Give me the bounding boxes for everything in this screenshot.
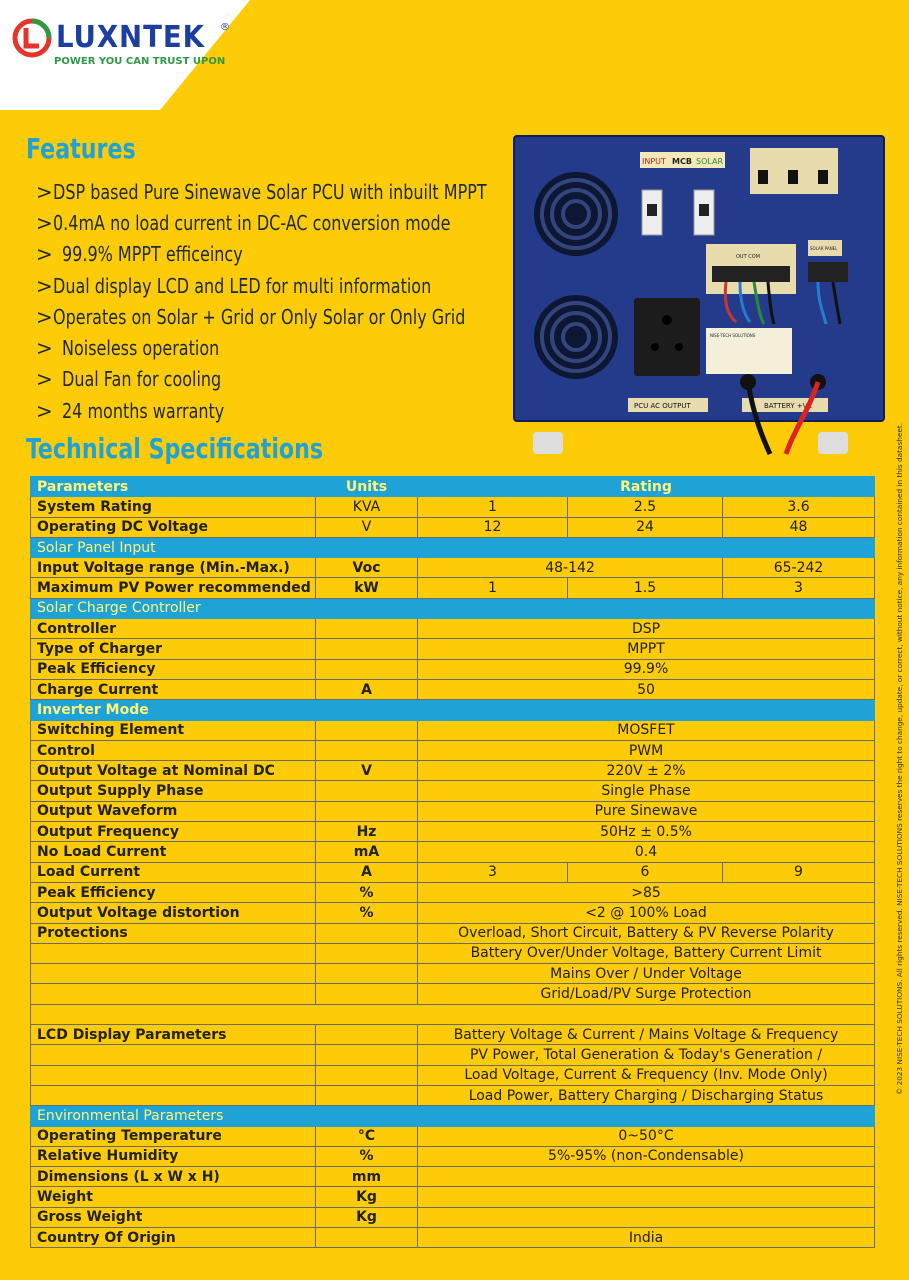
row-value	[418, 1207, 875, 1227]
row-label: Input Voltage range (Min.-Max.)	[31, 558, 316, 578]
row-unit	[316, 781, 418, 801]
row-unit: V	[316, 517, 418, 537]
table-row	[31, 842, 875, 862]
row-value: Overload, Short Circuit, Battery & PV Reverse Polarity	[418, 923, 875, 943]
table-row	[31, 578, 875, 598]
row-label: Operating DC Voltage	[31, 517, 316, 537]
ac-socket-icon	[634, 298, 700, 376]
section-row	[31, 700, 875, 720]
feature-text: Operates on Solar + Grid or Only Solar or Only Grid	[52, 304, 466, 329]
table-row	[31, 923, 875, 943]
row-label: Protections	[31, 923, 316, 943]
header-parameters: Parameters	[31, 477, 316, 497]
empty-cell	[31, 1004, 875, 1024]
brand-name: LUXNTEK	[56, 20, 205, 55]
row-value: 2.5	[568, 497, 723, 517]
row-label	[31, 943, 316, 963]
row-label: Switching Element	[31, 720, 316, 740]
row-label: Control	[31, 740, 316, 760]
row-unit	[316, 659, 418, 679]
table-row	[31, 781, 875, 801]
row-value: <2 @ 100% Load	[418, 903, 875, 923]
arrow-icon: >	[36, 242, 53, 267]
row-unit: Kg	[316, 1207, 418, 1227]
section-row	[31, 1106, 875, 1126]
row-value: MOSFET	[418, 720, 875, 740]
row-unit: A	[316, 679, 418, 699]
table-row	[31, 639, 875, 659]
table-row	[31, 720, 875, 740]
feature-text: Noiseless operation	[62, 336, 220, 361]
table-row	[31, 619, 875, 639]
row-label: Country Of Origin	[31, 1227, 316, 1247]
table-row	[31, 882, 875, 902]
features-list	[36, 176, 506, 426]
row-unit: %	[316, 882, 418, 902]
table-row	[31, 1187, 875, 1207]
row-value: 24	[568, 517, 723, 537]
brand-tagline: POWER YOU CAN TRUST UPON	[54, 56, 226, 67]
row-label: Weight	[31, 1187, 316, 1207]
row-label: Load Current	[31, 862, 316, 882]
row-label: Dimensions (L x W x H)	[31, 1167, 316, 1187]
feature-item	[36, 270, 506, 301]
feature-item	[36, 301, 506, 332]
feature-text: 24 months warranty	[62, 398, 225, 423]
logo-l-icon	[12, 18, 52, 58]
row-value: 99.9%	[418, 659, 875, 679]
row-value: Battery Voltage & Current / Mains Voltage & Frequency	[418, 1025, 875, 1045]
product-foot-right	[818, 432, 848, 454]
row-label: Relative Humidity	[31, 1146, 316, 1166]
spec-title: Technical Specifications	[26, 432, 324, 465]
row-value: Grid/Load/PV Surge Protection	[418, 984, 875, 1004]
table-row	[31, 964, 875, 984]
table-row	[31, 679, 875, 699]
product-label-mcb: MCB	[672, 157, 692, 166]
row-unit	[316, 740, 418, 760]
table-row	[31, 1025, 875, 1045]
feature-item	[36, 207, 506, 238]
feature-text: Dual display LCD and LED for multi information	[52, 273, 431, 298]
row-unit: °C	[316, 1126, 418, 1146]
section-title: Solar Charge Controller	[31, 598, 875, 618]
row-unit	[316, 984, 418, 1004]
row-value	[418, 1187, 875, 1207]
table-row	[31, 1045, 875, 1065]
row-value: 48	[723, 517, 875, 537]
row-label	[31, 1065, 316, 1085]
row-value: 6	[568, 862, 723, 882]
row-label: Output Voltage at Nominal DC	[31, 761, 316, 781]
table-row	[31, 984, 875, 1004]
row-label: No Load Current	[31, 842, 316, 862]
row-label	[31, 984, 316, 1004]
row-unit	[316, 1065, 418, 1085]
row-value: MPPT	[418, 639, 875, 659]
fan-bottom-icon	[534, 295, 618, 379]
row-label	[31, 1085, 316, 1105]
row-unit	[316, 923, 418, 943]
feature-text: 0.4mA no load current in DC-AC conversion mode	[52, 210, 451, 235]
row-value: 3	[723, 578, 875, 598]
row-unit: KVA	[316, 497, 418, 517]
arrow-icon: >	[36, 210, 53, 235]
table-row	[31, 1207, 875, 1227]
row-unit	[316, 639, 418, 659]
row-value: 0~50°C	[418, 1126, 875, 1146]
product-label-company: NISE-TECH SOLUTIONS	[710, 333, 756, 338]
row-value	[418, 1167, 875, 1187]
row-unit: Kg	[316, 1187, 418, 1207]
row-unit	[316, 1025, 418, 1045]
row-label: Gross Weight	[31, 1207, 316, 1227]
row-unit: %	[316, 903, 418, 923]
row-label: System Rating	[31, 497, 316, 517]
arrow-icon: >	[36, 398, 53, 423]
row-unit	[316, 1227, 418, 1247]
row-value: 9	[723, 862, 875, 882]
row-label: Output Waveform	[31, 801, 316, 821]
arrow-icon: >	[36, 179, 53, 204]
row-label: Type of Charger	[31, 639, 316, 659]
header-banner	[0, 0, 909, 110]
table-row	[31, 517, 875, 537]
table-row-empty	[31, 1004, 875, 1024]
table-row	[31, 903, 875, 923]
row-value: Load Voltage, Current & Frequency (Inv. Mode Only)	[418, 1065, 875, 1085]
feature-text: 99.9% MPPT efficeincy	[62, 242, 243, 267]
row-label: Peak Efficiency	[31, 882, 316, 902]
brand-logo	[12, 18, 242, 68]
table-row	[31, 1167, 875, 1187]
row-value: Single Phase	[418, 781, 875, 801]
row-value: 3	[418, 862, 568, 882]
row-value: 5%-95% (non-Condensable)	[418, 1146, 875, 1166]
row-unit	[316, 720, 418, 740]
row-value: 65-242	[723, 558, 875, 578]
row-unit: mm	[316, 1167, 418, 1187]
section-row	[31, 598, 875, 618]
row-unit	[316, 619, 418, 639]
row-unit: Voc	[316, 558, 418, 578]
header-units: Units	[316, 477, 418, 497]
row-value: DSP	[418, 619, 875, 639]
table-row	[31, 1146, 875, 1166]
row-value: >85	[418, 882, 875, 902]
row-label	[31, 964, 316, 984]
row-value: PV Power, Total Generation & Today's Generation /	[418, 1045, 875, 1065]
product-photo	[508, 132, 888, 457]
feature-text: Dual Fan for cooling	[62, 367, 222, 392]
header-rating: Rating	[418, 477, 875, 497]
row-unit	[316, 964, 418, 984]
spec-table	[30, 476, 875, 1248]
row-label: Maximum PV Power recommended	[31, 578, 316, 598]
row-label	[31, 1045, 316, 1065]
product-label-battery: BATTERY +VE	[764, 402, 812, 410]
feature-item	[36, 364, 506, 395]
arrow-icon: >	[36, 273, 53, 298]
table-row	[31, 761, 875, 781]
table-row	[31, 558, 875, 578]
row-value: PWM	[418, 740, 875, 760]
row-value: Pure Sinewave	[418, 801, 875, 821]
table-row	[31, 943, 875, 963]
row-unit	[316, 943, 418, 963]
row-value: 48-142	[418, 558, 723, 578]
feature-item	[36, 395, 506, 426]
row-value: 1.5	[568, 578, 723, 598]
table-row	[31, 740, 875, 760]
product-label-solar: SOLAR	[696, 157, 724, 166]
row-unit	[316, 1085, 418, 1105]
feature-item	[36, 176, 506, 207]
row-label: Peak Efficiency	[31, 659, 316, 679]
feature-item	[36, 332, 506, 363]
product-label-solarpanel: SOLAR PANEL	[810, 246, 838, 251]
arrow-icon: >	[36, 336, 53, 361]
row-unit: V	[316, 761, 418, 781]
table-row	[31, 1227, 875, 1247]
row-unit	[316, 801, 418, 821]
row-label: Output Voltage distortion	[31, 903, 316, 923]
product-foot-left	[533, 432, 563, 454]
table-row	[31, 862, 875, 882]
feature-text: DSP based Pure Sinewave Solar PCU with inbuilt MPPT	[52, 179, 487, 204]
arrow-icon: >	[36, 367, 53, 392]
row-value: Load Power, Battery Charging / Discharging Status	[418, 1085, 875, 1105]
row-value: 1	[418, 578, 568, 598]
registered-mark: ®	[220, 22, 230, 33]
table-row	[31, 801, 875, 821]
row-unit: kW	[316, 578, 418, 598]
table-row	[31, 822, 875, 842]
product-label-outcom: OUT COM	[736, 254, 760, 260]
row-label: Operating Temperature	[31, 1126, 316, 1146]
table-row	[31, 659, 875, 679]
row-unit: A	[316, 862, 418, 882]
table-row	[31, 1065, 875, 1085]
row-value: 3.6	[723, 497, 875, 517]
spec-header-row	[31, 477, 875, 497]
row-unit: %	[316, 1146, 418, 1166]
section-title: Environmental Parameters	[31, 1106, 875, 1126]
row-unit	[316, 1045, 418, 1065]
arrow-icon: >	[36, 304, 53, 329]
fan-top-icon	[534, 172, 618, 256]
table-row	[31, 1126, 875, 1146]
row-label: Output Frequency	[31, 822, 316, 842]
row-value: 0.4	[418, 842, 875, 862]
row-value: 1	[418, 497, 568, 517]
row-label: LCD Display Parameters	[31, 1025, 316, 1045]
features-title: Features	[26, 132, 136, 165]
row-value: India	[418, 1227, 875, 1247]
product-label-acout: PCU AC OUTPUT	[634, 402, 691, 410]
row-value: 50Hz ± 0.5%	[418, 822, 875, 842]
product-label-input: INPUT	[642, 157, 666, 166]
row-value: Mains Over / Under Voltage	[418, 964, 875, 984]
table-row	[31, 497, 875, 517]
row-value: 220V ± 2%	[418, 761, 875, 781]
copyright-note: © 2023 NISE-TECH SOLUTIONS. All rights reserved. NISE-TECH SOLUTIONS reserves the right to change, update, or correct, without notice, any information contained in this datasheet.	[895, 422, 904, 1095]
section-title: Solar Panel Input	[31, 537, 875, 557]
row-unit: mA	[316, 842, 418, 862]
row-value: 50	[418, 679, 875, 699]
row-label: Output Supply Phase	[31, 781, 316, 801]
section-title: Inverter Mode	[31, 700, 875, 720]
row-unit: Hz	[316, 822, 418, 842]
row-value: 12	[418, 517, 568, 537]
section-row	[31, 537, 875, 557]
feature-item	[36, 239, 506, 270]
row-value: Battery Over/Under Voltage, Battery Current Limit	[418, 943, 875, 963]
table-row	[31, 1085, 875, 1105]
row-label: Charge Current	[31, 679, 316, 699]
row-label: Controller	[31, 619, 316, 639]
